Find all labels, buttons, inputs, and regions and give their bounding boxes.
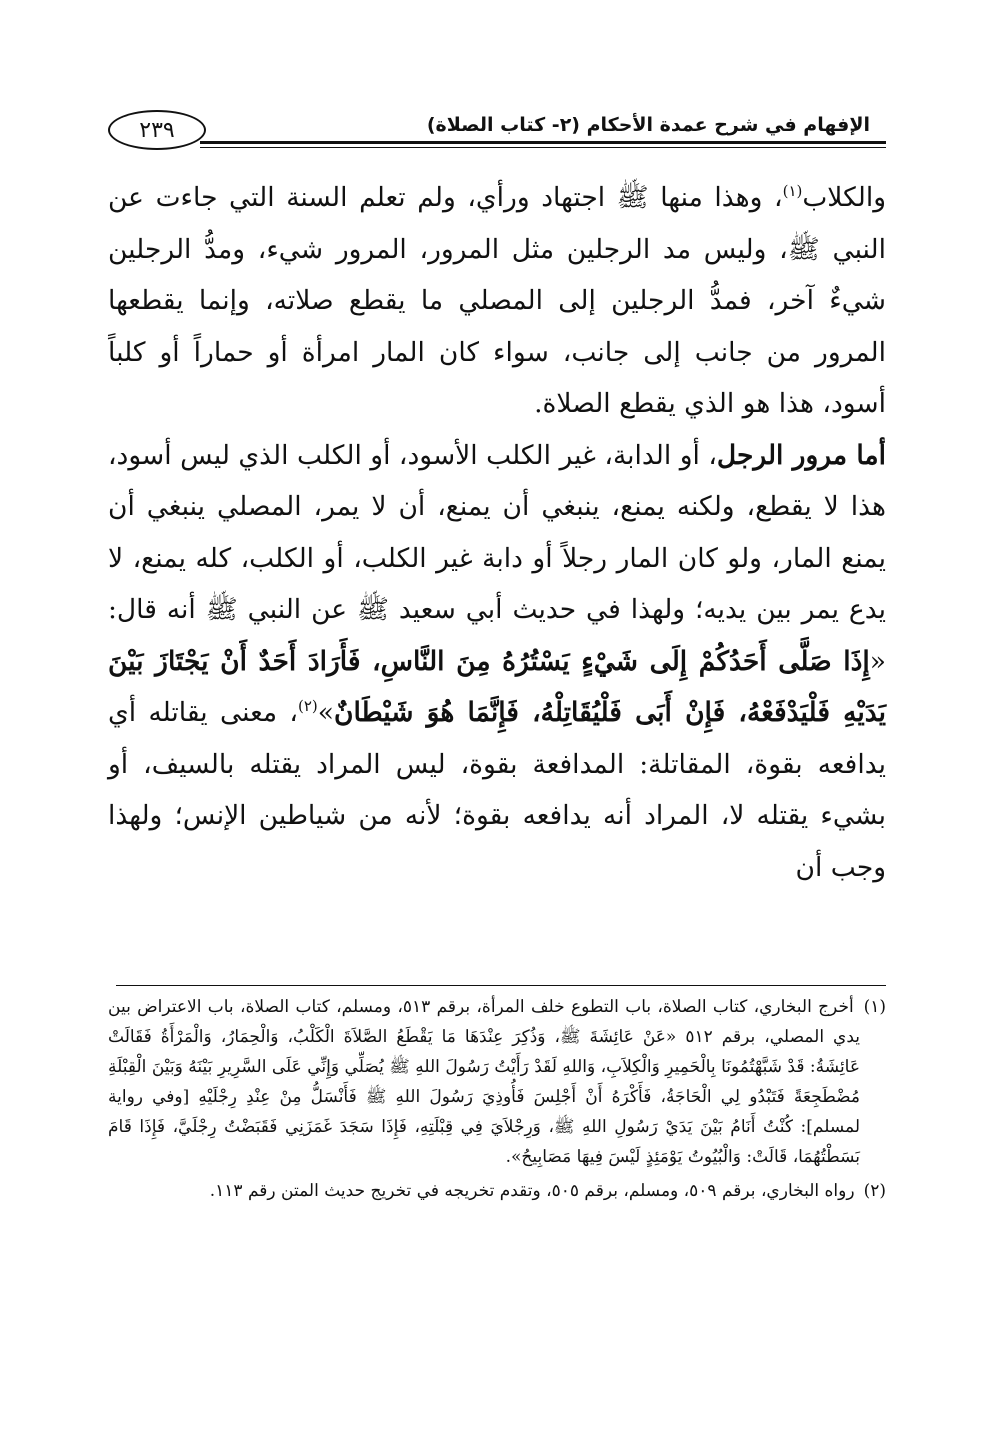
footnote-1 <box>108 992 886 1172</box>
footnote-2-number: (٢) <box>863 1181 886 1201</box>
header-rule-thin <box>200 147 886 148</box>
footnote-2 <box>108 1176 886 1206</box>
paragraph-1 <box>108 172 886 430</box>
page-header <box>108 110 886 156</box>
footnote-1-number: (١) <box>863 997 886 1017</box>
footnote-ref-1: (١) <box>782 182 803 201</box>
paragraph-2-text: ، أو الدابة، غير الكلب الأسود، أو الكلب الذي ليس أسود، هذا لا يقطع، ولكنه يمنع، ينبغي أن يمنع، أن لا يمر، المصلي ينبغي أن يمنع المار، ولو كان المار رجلاً أو دابة غير الكلب، أو الكلب، كله يمنع، لا يدع يمر بين يديه؛ ولهذا في حديث أبي سعيد ﷺ عن النبي ﷺ أنه قال: « <box>108 439 886 677</box>
header-rule-thick <box>200 141 886 144</box>
quote-close: » <box>317 697 334 728</box>
footnote-1-text: أخرج البخاري، كتاب الصلاة، باب التطوع خلف المرأة، برقم ٥١٣، ومسلم، كتاب الصلاة، باب الاعتراض بين يدي المصلي، برقم ٥١٢ «عَنْ عَائِشَةَ ﷺ، وَذُكِرَ عِنْدَهَا مَا يَقْطَعُ الصَّلاَةَ الْكَلْبُ، وَالْحِمَارُ، وَالْمَرْأَةُ فَقَالَتْ عَائِشَةُ: قَدْ شَبَّهْتُمُونَا بِالْحَمِيرِ وَالْكِلاَبِ، وَاللهِ لَقَدْ رَأَيْتُ رَسُولَ اللهِ ﷺ يُصَلِّي وَإِنِّي عَلَى السَّرِيرِ بَيْنَهُ وَبَيْنَ الْقِبْلَةِ مُضْطَجِعَةً فَتَبْدُو لِي الْحَاجَةُ، فَأَكْرَهُ أَنْ أَجْلِسَ فَأُوذِيَ رَسُولَ اللهِ ﷺ فَأَنْسَلُّ مِنْ عِنْدِ رِجْلَيْهِ [وفي رواية لمسلم]: كُنْتُ أَنَامُ بَيْنَ يَدَيْ رَسُولِ اللهِ ﷺ، وَرِجْلاَيَ فِي قِبْلَتِهِ، فَإِذَا سَجَدَ غَمَزَنِي فَقَبَضْتُ رِجْلَيَّ، فَإِذَا قَامَ بَسَطْتُهُمَا، قَالَتْ: وَالْبُيُوتُ يَوْمَئِذٍ لَيْسَ فِيهَا مَصَابِيحُ». <box>108 997 860 1167</box>
footnotes <box>108 992 886 1210</box>
running-title: الإفهام في شرح عمدة الأحكام (٢- كتاب الصلاة) <box>426 114 870 136</box>
paragraph-2-lead: أما مرور الرجل <box>716 439 886 471</box>
footnote-separator <box>116 985 886 986</box>
paragraph-2 <box>108 430 886 894</box>
paragraph-1-start: والكلاب <box>802 182 886 213</box>
paragraph-2-rest: ، معنى يقاتله أي يدافعه بقوة، المقاتلة: المدافعة بقوة، ليس المراد يقتله بالسيف، أو بشيء يقتله لا، المراد أنه يدافعه بقوة؛ لأنه من شياطين الإنس؛ ولهذا وجب أن <box>108 697 886 883</box>
page-number: ٢٣٩ <box>108 110 206 150</box>
main-text <box>108 172 886 893</box>
hadith-quote: إِذَا صَلَّى أَحَدُكُمْ إِلَى شَيْءٍ يَسْتُرُهُ مِنَ النَّاسِ، فَأَرَادَ أَحَدٌ أَنْ يَجْتَازَ بَيْنَ يَدَيْهِ فَلْيَدْفَعْهُ، فَإِنْ أَبَى فَلْيُقَاتِلْهُ، فَإِنَّمَا هُوَ شَيْطَانٌ <box>108 645 887 728</box>
footnote-ref-2: (٢) <box>298 697 318 716</box>
paragraph-1-rest: ، وهذا منها ﷺ اجتهاد ورأي، ولم تعلم السنة التي جاءت عن النبي ﷺ، وليس مد الرجلين مثل المرور، المرور شيء، ومدُّ الرجلين شيءٌ آخر، فمدُّ الرجلين إلى المصلي ما يقطع صلاته، وإنما يقطعها المرور من جانب إلى جانب، سواء كان المار امرأة أو حماراً أو كلباً أسود، هذا هو الذي يقطع الصلاة. <box>108 182 886 419</box>
footnote-2-text: رواه البخاري، برقم ٥٠٩، ومسلم، برقم ٥٠٥، وتقدم تخريجه في تخريج حديث المتن رقم ١١٣. <box>209 1181 855 1201</box>
